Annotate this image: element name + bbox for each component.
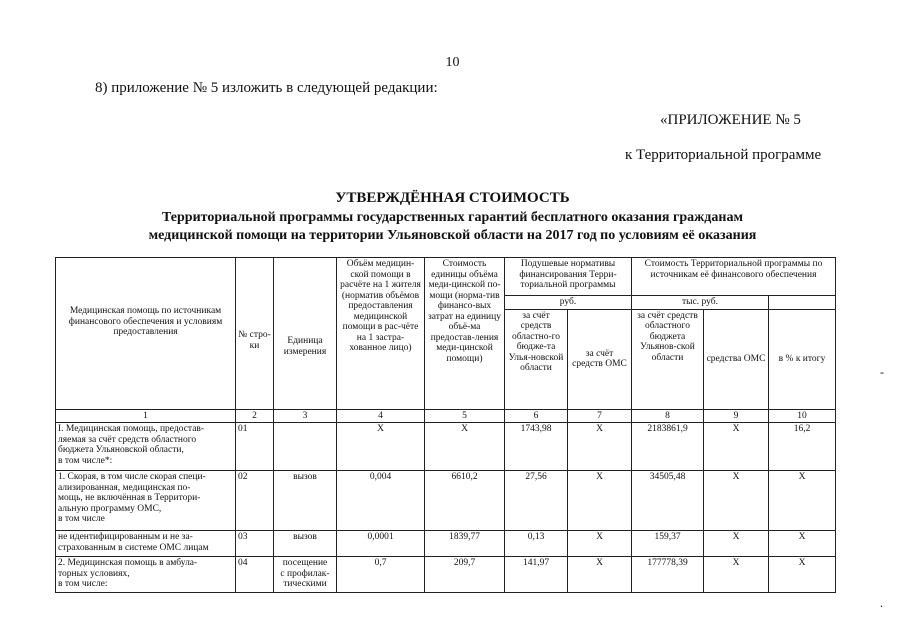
row-total-oms: Х [704, 423, 769, 471]
column-number: 9 [704, 409, 769, 423]
row-total-oms: Х [704, 531, 769, 557]
row-description [56, 423, 236, 471]
margin-mark: . [880, 596, 883, 610]
column-number: 2 [236, 409, 274, 423]
margin-mark: - [880, 365, 884, 379]
row-total-oms: Х [704, 557, 769, 593]
description-line: бюджета Ульяновской области, [58, 445, 184, 455]
row-total-budget: 2183861,9 [632, 423, 704, 471]
header-program-cost-unit: тыс. руб. [632, 296, 769, 310]
row-per-capita-oms: Х [568, 557, 632, 593]
row-unit-cost: 6610,2 [425, 471, 505, 531]
header-total-oms: средства ОМС [704, 309, 769, 409]
row-percent: Х [769, 471, 836, 531]
row-percent: 16,2 [769, 423, 836, 471]
header-unit: Единица измерения [274, 258, 337, 410]
unit-line: с профилак- [280, 568, 330, 579]
table-row [56, 471, 836, 531]
document-subtitle-line-2: медицинской помощи на территории Ульяновской области на 2017 год по условиям её оказания [148, 228, 757, 243]
description-line: ализированная, медицинская по- [58, 482, 191, 493]
column-number: 4 [337, 409, 425, 423]
row-total-budget: 34505,48 [632, 471, 704, 531]
row-unit: вызов [274, 531, 337, 557]
row-percent: Х [769, 531, 836, 557]
row-per-capita-budget: 1743,98 [505, 423, 568, 471]
header-percent: в % к итогу [769, 309, 836, 409]
row-volume: 0,0001 [337, 531, 425, 557]
row-per-capita-oms: Х [568, 531, 632, 557]
description-line: альную программу ОМС, [58, 503, 162, 514]
row-percent: Х [769, 557, 836, 593]
row-description [56, 531, 236, 557]
header-per-capita-oms: за счёт средств ОМС [568, 309, 632, 409]
description-line: ляемая за счёт средств областного [58, 434, 197, 445]
page-number: 10 [445, 55, 460, 70]
row-description [56, 471, 236, 531]
header-unit-stub [769, 296, 836, 310]
column-number: 8 [632, 409, 704, 423]
row-per-capita-budget: 0,13 [505, 531, 568, 557]
description-line: страхованным в системе ОМС лицам [58, 542, 209, 553]
header-volume: Объём медицин-ской помощи в расчёте на 1 жителя (норматив объёмов предоставления медицинской помощи в рас-чёте на 1 застра-хованное лицо) [337, 258, 425, 410]
row-number: 04 [236, 557, 274, 593]
header-per-capita-budget: за счёт средств областно-го бюдже-та Улья-новской области [505, 309, 568, 409]
row-volume: 0,004 [337, 471, 425, 531]
column-number: 10 [769, 409, 836, 423]
description-line: мощь, не включённая в Территори- [58, 493, 201, 503]
row-total-budget: 177778,39 [632, 557, 704, 593]
column-number: 6 [505, 409, 568, 423]
column-number: 1 [56, 409, 236, 423]
row-description [56, 557, 236, 593]
appendix-label: «ПРИЛОЖЕНИЕ № 5 [660, 112, 801, 128]
unit-line: посещение [282, 558, 328, 568]
document-title: УТВЕРЖДЁННАЯ СТОИМОСТЬ [335, 190, 570, 206]
column-numbering-row [56, 409, 836, 423]
description-line: I. Медицинская помощь, предостав- [58, 424, 205, 434]
description-line: 2. Медицинская помощь в амбула- [58, 558, 198, 568]
description-line: в том числе [58, 514, 105, 524]
column-number: 3 [274, 409, 337, 423]
row-total-oms: Х [704, 471, 769, 531]
row-unit [274, 423, 337, 471]
header-description: Медицинская помощь по источникам финансового обеспечения и условиям предоставления [56, 258, 236, 410]
header-per-capita-group: Подушевые нормативы финансирования Терри-ториальной программы [505, 258, 632, 296]
header-unit-cost: Стоимость единицы объёма меди-цинской по-мощи (норма-тив финансо-вых затрат на единицу объё-ма предостав-ления меди-цинской помощи) [425, 258, 505, 410]
description-line: в том числе*: [58, 455, 113, 466]
row-per-capita-oms: Х [568, 423, 632, 471]
row-per-capita-budget: 141,97 [505, 557, 568, 593]
document-subtitle-line-1: Территориальной программы государственных гарантий бесплатного оказания гражданам [162, 210, 743, 225]
unit-line: тическими [283, 579, 327, 589]
row-number: 01 [236, 423, 274, 471]
row-per-capita-oms: Х [568, 471, 632, 531]
header-row-number: № стро-ки [236, 258, 274, 410]
appendix-subtitle: к Территориальной программе [625, 147, 822, 163]
row-number: 03 [236, 531, 274, 557]
header-program-cost-group: Стоимость Территориальной программы по источникам её финансового обеспечения [632, 258, 836, 296]
description-line: 1. Скорая, в том числе скорая специ- [58, 472, 206, 482]
row-unit [274, 557, 337, 593]
cost-table [55, 257, 836, 593]
table-row [56, 423, 836, 471]
row-volume: 0,7 [337, 557, 425, 593]
row-unit-cost: 209,7 [425, 557, 505, 593]
description-line: торных условиях, [58, 568, 130, 579]
row-per-capita-budget: 27,56 [505, 471, 568, 531]
row-volume: Х [337, 423, 425, 471]
description-line: не идентифицированным и не за- [58, 532, 193, 542]
description-line: в том числе: [58, 579, 108, 589]
row-unit: вызов [274, 471, 337, 531]
header-per-capita-unit: руб. [505, 296, 632, 310]
column-number: 7 [568, 409, 632, 423]
table-row [56, 557, 836, 593]
header-total-budget: за счёт средств областного бюджета Ульянов-ской области [632, 309, 704, 409]
row-unit-cost: Х [425, 423, 505, 471]
column-number: 5 [425, 409, 505, 423]
row-unit-cost: 1839,77 [425, 531, 505, 557]
table-row [56, 531, 836, 557]
row-total-budget: 159,37 [632, 531, 704, 557]
row-number: 02 [236, 471, 274, 531]
amendment-text: 8) приложение № 5 изложить в следующей редакции: [95, 80, 438, 96]
